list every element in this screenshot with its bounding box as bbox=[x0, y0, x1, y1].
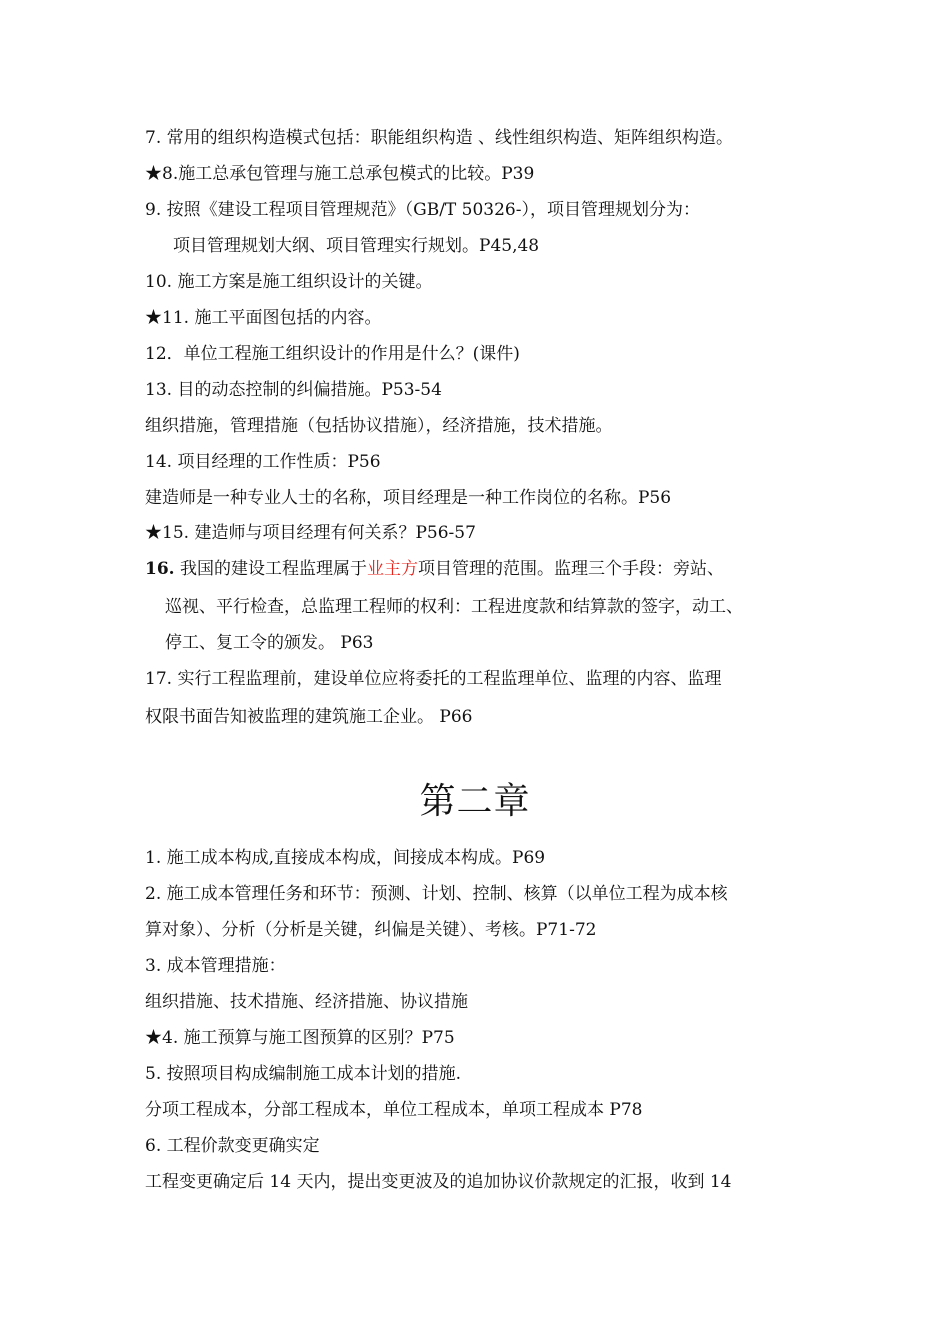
item-16-text-before: 我国的建设工程监理属于 bbox=[179, 559, 367, 579]
item-10: 10. 施工方案是施工组织设计的关键。 bbox=[145, 272, 433, 292]
item-16 bbox=[145, 557, 724, 581]
item-17: 17. 实行工程监理前，建设单位应将委托的工程监理单位、监理的内容、监理 bbox=[145, 669, 722, 689]
item-7: 7. 常用的组织构造模式包括：职能组织构造 、线性组织构造、矩阵组织构造。 bbox=[145, 128, 734, 148]
ch2-item-2-continued: 算对象）、分析（分析是关键，纠偏是关键）、考核。P71-72 bbox=[145, 920, 597, 940]
ch2-item-6: 6. 工程价款变更确实定 bbox=[145, 1136, 320, 1156]
item-14: 14. 项目经理的工作性质：P56 bbox=[145, 452, 381, 472]
item-14-answer: 建造师是一种专业人士的名称，项目经理是一种工作岗位的名称。P56 bbox=[145, 488, 672, 508]
item-13: 13. 目的动态控制的纠偏措施。P53-54 bbox=[145, 380, 442, 400]
item-17-line-2: 权限书面告知被监理的建筑施工企业。 P66 bbox=[145, 707, 473, 727]
item-8: ★8.施工总承包管理与施工总承包模式的比较。P39 bbox=[145, 164, 535, 184]
item-12: 12．单位工程施工组织设计的作用是什么？(课件) bbox=[145, 344, 520, 364]
item-9-continued: 项目管理规划大纲、项目管理实行规划。P45,48 bbox=[173, 236, 540, 256]
ch2-item-1: 1. 施工成本构成,直接成本构成，间接成本构成。P69 bbox=[145, 848, 546, 868]
ch2-item-5-answer: 分项工程成本，分部工程成本，单位工程成本，单项工程成本 P78 bbox=[145, 1100, 643, 1120]
ch2-item-3: 3. 成本管理措施： bbox=[145, 956, 286, 976]
item-15: ★15. 建造师与项目经理有何关系？P56-57 bbox=[145, 523, 476, 543]
item-16-text-after: 项目管理的范围。监理三个手段：旁站、 bbox=[417, 559, 724, 579]
ch2-item-4: ★4. 施工预算与施工图预算的区别？P75 bbox=[145, 1028, 455, 1048]
ch2-item-6-answer: 工程变更确定后 14 天内，提出变更波及的追加协议价款规定的汇报，收到 14 bbox=[145, 1172, 732, 1192]
ch2-item-2: 2. 施工成本管理任务和环节：预测、计划、控制、核算（以单位工程为成本核 bbox=[145, 884, 728, 904]
ch2-item-5: 5. 按照项目构成编制施工成本计划的措施. bbox=[145, 1064, 462, 1084]
item-11: ★11. 施工平面图包括的内容。 bbox=[145, 308, 382, 328]
item-16-number: 16. bbox=[145, 559, 175, 579]
item-9: 9. 按照《建设工程项目管理规范》（GB/T 50326-），项目管理规划分为： bbox=[145, 200, 700, 220]
item-16-highlight: 业主方 bbox=[366, 559, 418, 579]
item-13-answer: 组织措施，管理措施（包括协议措施），经济措施，技术措施。 bbox=[145, 416, 613, 436]
chapter-title: 第二章 bbox=[419, 781, 531, 822]
ch2-item-3-answer: 组织措施、技术措施、经济措施、协议措施 bbox=[145, 992, 468, 1012]
item-16-line-2: 巡视、平行检查，总监理工程师的权利：工程进度款和结算款的签字，动工、 bbox=[165, 597, 743, 617]
item-16-line-3: 停工、复工令的颁发。 P63 bbox=[165, 633, 374, 653]
